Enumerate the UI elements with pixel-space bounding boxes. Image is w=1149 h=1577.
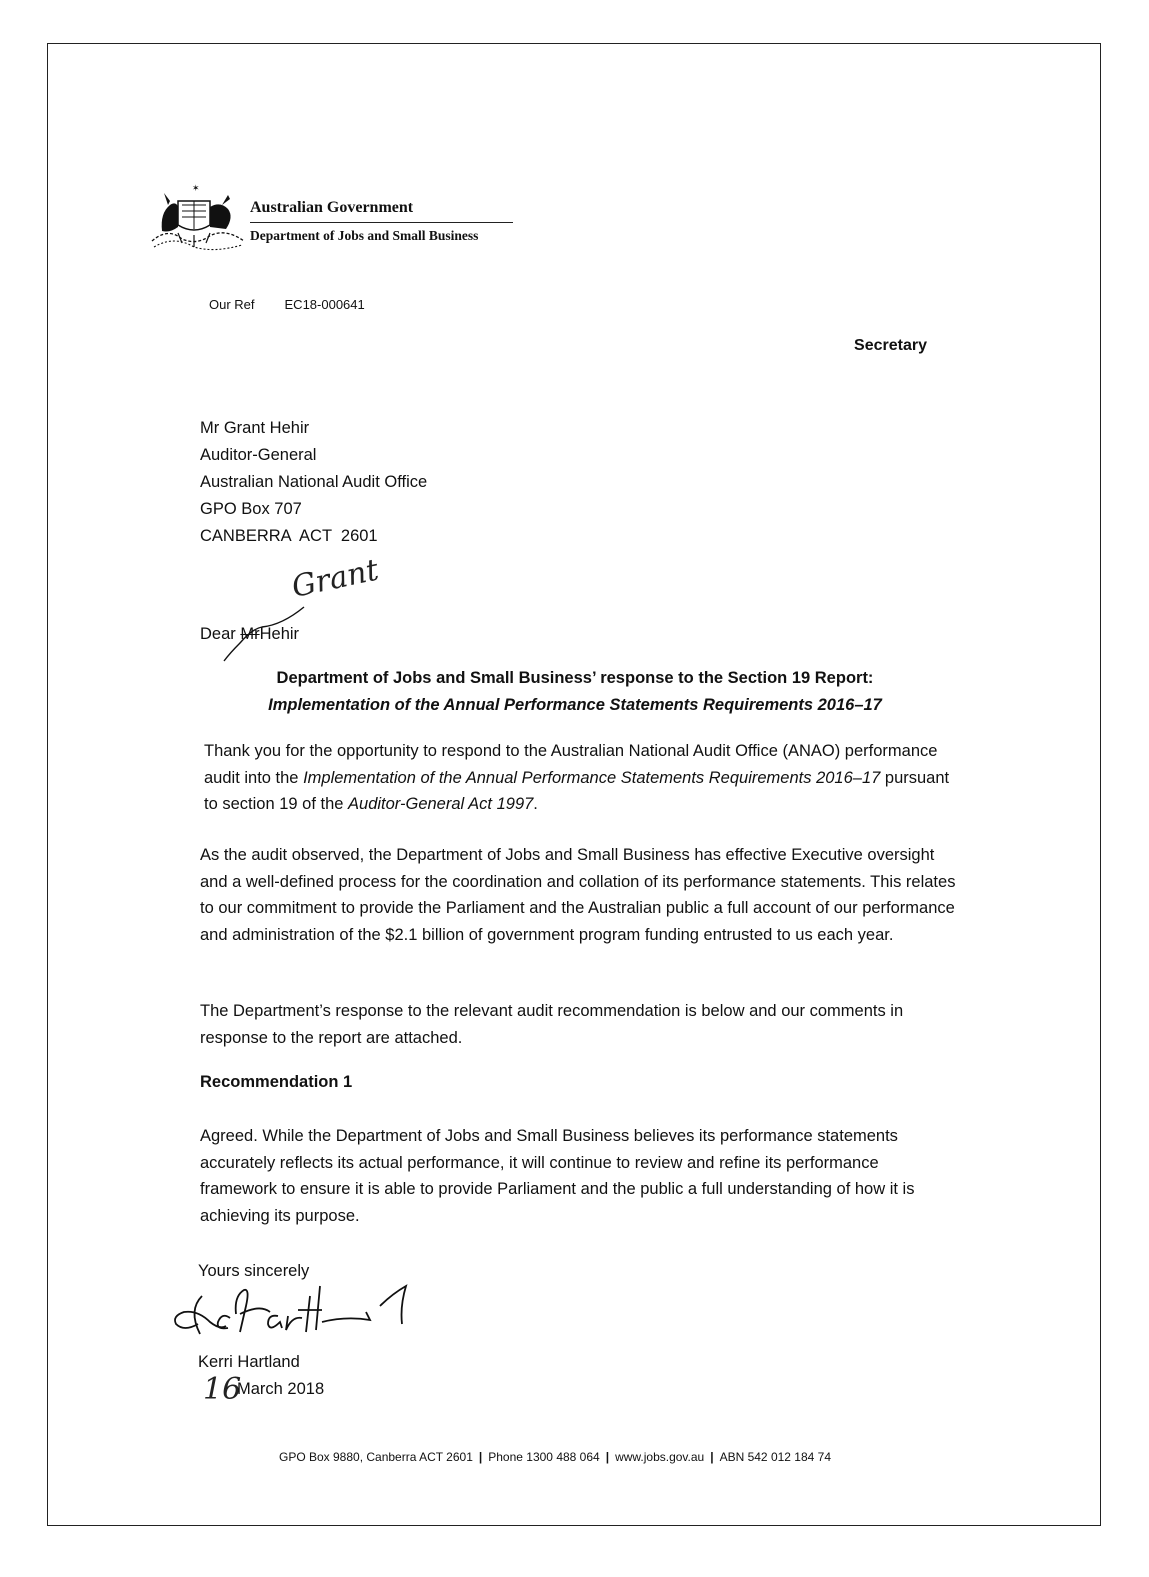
svg-text:✶: ✶ bbox=[192, 184, 200, 194]
reference-value: EC18-000641 bbox=[284, 297, 365, 312]
subject-line-1: Department of Jobs and Small Business’ response to the Section 19 Report: bbox=[276, 669, 874, 687]
recipient-line: Mr Grant Hehir bbox=[200, 419, 310, 437]
footer-phone: Phone 1300 488 064 bbox=[488, 1450, 600, 1464]
body-paragraph-3: The Department’s response to the relevant audit recommendation is below and our comments in response to the report are attached. bbox=[200, 1002, 904, 1047]
department-name: Department of Jobs and Small Business bbox=[250, 228, 479, 243]
handwritten-day: 16 bbox=[203, 1372, 242, 1407]
body-paragraph-1 bbox=[204, 738, 964, 818]
salutation bbox=[200, 625, 299, 644]
p1-act-title: Auditor-General Act 1997 bbox=[348, 795, 534, 813]
agency-name: Australian Government bbox=[250, 199, 414, 216]
p1-text: Thank you for the opportunity to respond to the Australian National Audit Office (ANAO) performance audit into the bbox=[204, 742, 938, 787]
recipient-line: GPO Box 707 bbox=[200, 500, 302, 518]
p1-report-title: Implementation of the Annual Performance Statements Requirements 2016–17 bbox=[303, 768, 881, 787]
salutation-struck-title: Mr bbox=[240, 625, 260, 643]
reference-label: Our Ref bbox=[209, 297, 255, 312]
recipient-address bbox=[200, 415, 427, 550]
body-paragraph-4: Agreed. While the Department of Jobs and Small Business believes its performance statements accurately reflects its actual performance, it will continue to review and refine its performance framework to ensure it is able to provide Parliament and the public a full understanding of how it is achieving its purpose. bbox=[200, 1127, 915, 1225]
p1-text: pursuant to section 19 of the bbox=[204, 768, 950, 813]
salutation-prefix: Dear bbox=[200, 625, 236, 643]
recipient-line: CANBERRA ACT 2601 bbox=[200, 527, 378, 545]
recipient-line: Australian National Audit Office bbox=[200, 473, 428, 491]
letter-date: March 2018 bbox=[237, 1380, 325, 1398]
footer-address: GPO Box 9880, Canberra ACT 2601 bbox=[278, 1450, 473, 1464]
footer-website-link[interactable]: www.jobs.gov.au bbox=[615, 1450, 705, 1464]
signature bbox=[170, 1276, 420, 1351]
letterhead-divider bbox=[250, 222, 513, 223]
signatory-name: Kerri Hartland bbox=[198, 1353, 300, 1371]
recommendation-heading: Recommendation 1 bbox=[200, 1073, 353, 1091]
body-paragraph-2: As the audit observed, the Department of Jobs and Small Business has effective Executive oversight and a well-defined process for the coordination and collation of its performance statements. This relates to our commitment to provide the Parliament and the Australian public a full account of our performance and administration of the $2.1 billion of government program funding entrusted to us each year. bbox=[200, 846, 956, 944]
valediction: Yours sincerely bbox=[198, 1262, 310, 1280]
subject-line-2: Implementation of the Annual Performance Statements Requirements 2016–17 bbox=[268, 696, 882, 714]
footer-abn: ABN 542 012 184 74 bbox=[719, 1450, 831, 1464]
reference bbox=[209, 297, 365, 312]
handwritten-first-name: Grant bbox=[288, 552, 382, 605]
salutation-name: Hehir bbox=[259, 625, 300, 643]
footer: GPO Box 9880, Canberra ACT 2601 | Phone 1300 488 064 | www.jobs.gov.au | ABN 542 012 184 74 bbox=[278, 1450, 831, 1464]
p1-text: . bbox=[533, 795, 538, 813]
commonwealth-coat-of-arms-icon bbox=[148, 183, 248, 253]
sender-title: Secretary bbox=[854, 337, 927, 354]
recipient-line: Auditor-General bbox=[200, 446, 317, 464]
letter-subject bbox=[200, 665, 950, 719]
